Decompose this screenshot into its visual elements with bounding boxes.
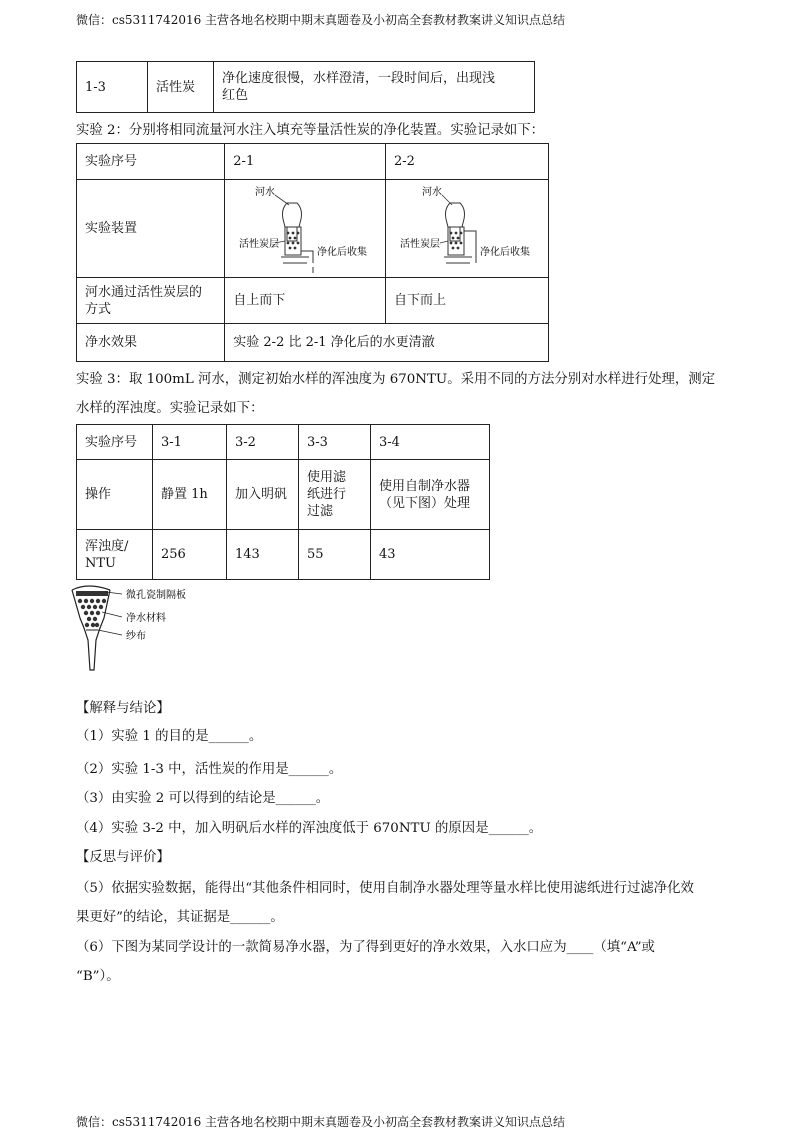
cell: 活性炭 [148,62,214,113]
section-heading: 【解释与结论】 [76,701,170,716]
collect-label: 净化后收集 [317,246,368,258]
question-6-line2: “B”）。 [76,969,120,984]
cell: 实验序号 [77,425,153,460]
plate-label: 微孔瓷制隔板 [126,590,186,601]
question-5-line1: （5）依据实验数据，能得出“其他条件相同时，使用自制净水器处理等量水样比使用滤纸进行过滤净化效 [76,881,694,896]
cell: 自下而上 [386,278,549,324]
exp3-intro-line2: 水样的浑浊度。实验记录如下： [76,401,264,416]
page-header: 微信：cs5311742016 主营各地名校期中期末真题卷及小初高全套教材教案讲义知识点总结 [76,13,566,27]
apparatus-2-1-diagram [225,181,377,277]
cell-line: 过滤 [307,504,334,519]
cell: 实验序号 [77,144,225,180]
cell: 实验装置 [77,180,225,278]
cell: 3-1 [153,425,227,460]
apparatus-2-2-diagram [386,181,548,277]
table-row [77,460,490,530]
cell: 2-1 [225,144,386,180]
table-exp1-fragment [76,61,535,113]
question-6-line1: （6）下图为某同学设计的一款简易净水器，为了得到更好的净水效果，入水口应为____（填“A”或 [76,940,655,955]
cell: 3-3 [299,425,371,460]
cell: 55 [299,530,371,580]
table-row [77,425,490,460]
exp3-intro-line1: 实验 3：取 100mL 河水，测定初始水样的浑浊度为 670NTU。采用不同的方法分别对水样进行处理，测定 [76,372,716,387]
carbon-layer-label: 活性炭层 [239,238,280,250]
cell-line: 红色 [222,88,249,103]
table-row [77,530,490,580]
cell: 2-2 [386,144,549,180]
cell: 256 [153,530,227,580]
cell-line: 使用自制净水器 [379,478,471,494]
cell: 43 [371,530,490,580]
question-3: （3）由实验 2 可以得到的结论是______。 [76,791,330,806]
table-row [77,278,549,324]
cell-line: NTU [85,555,117,571]
question-5-line2: 果更好”的结论，其证据是______。 [76,910,284,925]
table-exp2 [76,143,549,362]
material-label: 净水材料 [126,613,166,624]
cell [214,62,535,113]
cell: 净水效果 [77,324,225,362]
cell-line: 方式 [85,301,112,317]
cell: 1-3 [77,62,148,113]
question-4: （4）实验 3-2 中，加入明矾后水样的浑浊度低于 670NTU 的原因是______。 [76,821,543,836]
cell: 3-2 [227,425,299,460]
cell-line: 纸进行 [307,487,347,502]
collect-label: 净化后收集 [480,246,530,258]
table-row [77,62,535,113]
table-row [77,180,549,278]
table-exp3 [76,424,490,580]
cell [77,278,225,324]
cell [371,460,490,530]
homemade-purifier-diagram [66,580,226,676]
table-row [77,144,549,180]
cell-line: 浑浊度/ [85,538,129,554]
cell: 3-4 [371,425,490,460]
cell: 143 [227,530,299,580]
cell: 静置 1h [153,460,227,530]
cell [299,460,371,530]
cell: 操作 [77,460,153,530]
cell-line: 净化速度很慢，水样澄清，一段时间后，出现浅 [222,71,496,86]
carbon-layer-label: 活性炭层 [400,238,440,250]
cell-device-2-2 [386,180,549,278]
cell: 加入明矾 [227,460,299,530]
river-water-label: 河水 [255,186,276,198]
question-2: （2）实验 1-3 中，活性炭的作用是______。 [76,762,343,777]
section-heading: 【反思与评价】 [76,850,170,865]
cell-device-2-1 [225,180,386,278]
cloth-label: 纱布 [126,631,146,642]
cell [77,530,153,580]
river-water-label: 河水 [422,186,442,198]
exp2-intro: 实验 2：分别将相同流量河水注入填充等量活性炭的净化装置。实验记录如下： [76,123,545,138]
cell-line: 使用滤 [307,470,347,485]
page-footer: 微信：cs5311742016 主营各地名校期中期末真题卷及小初高全套教材教案讲义知识点总结 [76,1115,566,1129]
cell: 实验 2-2 比 2-1 净化后的水更清澈 [225,324,549,362]
table-row [77,324,549,362]
cell-line: 河水通过活性炭层的 [85,284,203,300]
cell-line: （见下图）处理 [379,495,471,511]
cell: 自上而下 [225,278,386,324]
question-1: （1）实验 1 的目的是______。 [76,729,263,744]
